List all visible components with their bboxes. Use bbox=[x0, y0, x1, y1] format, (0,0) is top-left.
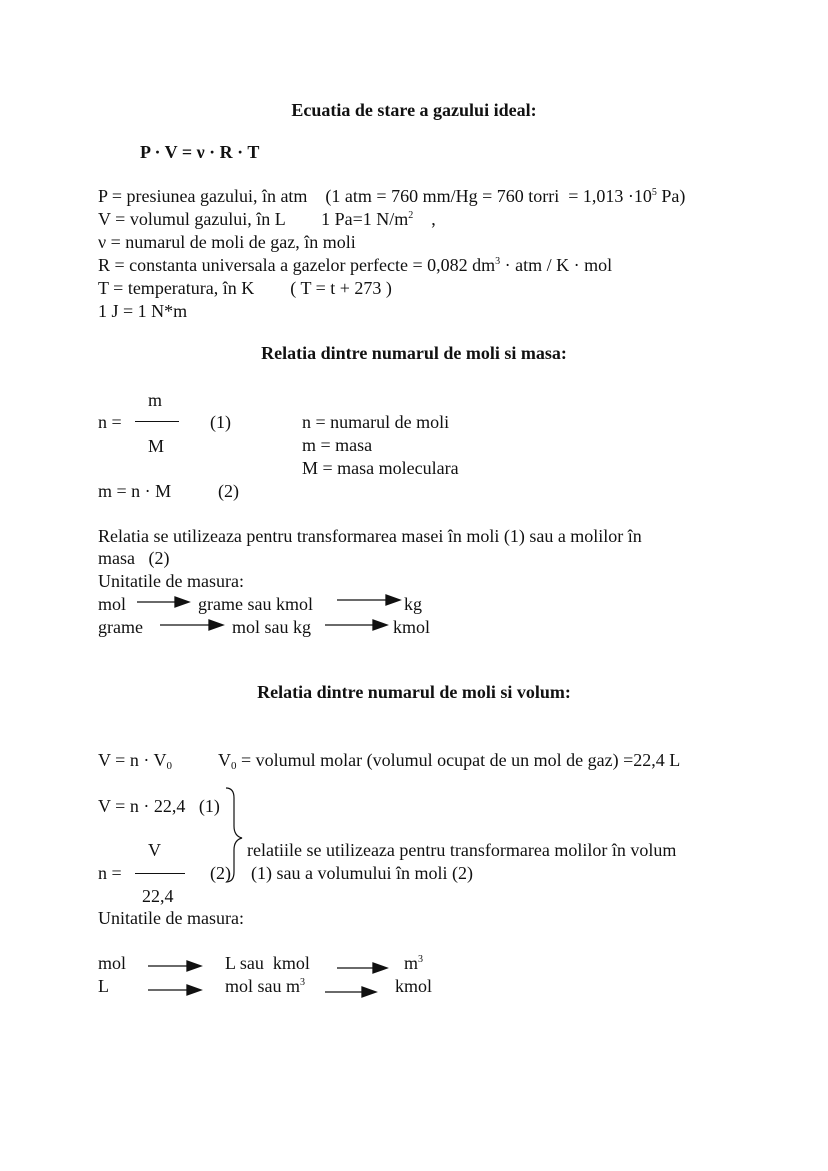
mass-equation: m = n · M bbox=[98, 481, 172, 501]
unit: mol sau kg bbox=[232, 617, 311, 637]
def-text: P = presiunea gazului, în atm (1 atm = 760 mm/Hg = 760 torri = 1,013 ·10 bbox=[98, 186, 652, 206]
unit: L bbox=[98, 976, 109, 996]
fraction-numerator: m bbox=[148, 390, 163, 410]
paragraph: Relatia se utilizeaza pentru transformarea masei în moli (1) sau a molilor în bbox=[98, 526, 642, 546]
volume-equation-1: V = n · 22,4 (1) bbox=[98, 796, 220, 816]
equation-label: (2) bbox=[218, 481, 239, 501]
fraction-denominator: M bbox=[148, 436, 165, 456]
def-text: V = volumul gazului, în L 1 Pa=1 N/m bbox=[98, 209, 409, 229]
unit: kmol bbox=[395, 976, 433, 996]
arrow-right-icon bbox=[337, 595, 400, 605]
eq-text: V = n · V bbox=[98, 750, 167, 770]
paragraph: masa (2) bbox=[98, 548, 170, 568]
arrow-right-icon bbox=[337, 963, 387, 973]
unit: grame bbox=[98, 617, 143, 637]
legend-item: m = masa bbox=[302, 435, 373, 455]
eq-text: = volumul molar (volumul ocupat de un mol de gaz) =22,4 L bbox=[241, 750, 681, 770]
sup: 3 bbox=[300, 977, 305, 988]
arrow-right-icon bbox=[137, 597, 189, 607]
units-title: Unitatile de masura: bbox=[98, 571, 244, 591]
arrow-right-icon bbox=[325, 987, 376, 997]
arrow-right-icon bbox=[325, 620, 387, 630]
arrow-right-icon bbox=[160, 620, 223, 630]
legend-item: M = masa moleculara bbox=[302, 458, 459, 478]
fraction-denominator: 22,4 bbox=[142, 886, 174, 906]
section-volume-heading: Relatia dintre numarul de moli si volum: bbox=[257, 682, 571, 702]
def-joule: 1 J = 1 N*m bbox=[98, 301, 188, 321]
n-equals: n = bbox=[98, 863, 122, 883]
page-title: Ecuatia de stare a gazului ideal: bbox=[291, 100, 537, 120]
def-text: · atm / K · mol bbox=[500, 255, 613, 275]
unit-text: mol sau m bbox=[225, 976, 300, 996]
unit: kmol bbox=[393, 617, 431, 637]
note: (1) sau a volumului în moli (2) bbox=[251, 863, 473, 883]
unit: L sau kmol bbox=[225, 953, 310, 973]
def-temperature: T = temperatura, în K ( T = t + 273 ) bbox=[98, 278, 392, 298]
units-title: Unitatile de masura: bbox=[98, 908, 244, 928]
arrow-right-icon bbox=[148, 985, 201, 995]
unit-text: m bbox=[404, 953, 419, 973]
arrow-right-icon bbox=[148, 961, 201, 971]
note: relatiile se utilizeaza pentru transformarea molilor în volum bbox=[247, 840, 677, 860]
def-text: Pa) bbox=[656, 186, 686, 206]
unit: grame sau kmol bbox=[198, 594, 313, 614]
sup: 5 bbox=[651, 187, 657, 198]
sub: 0 bbox=[166, 760, 172, 772]
def-text: , bbox=[413, 209, 436, 229]
sup: 3 bbox=[418, 954, 424, 965]
section-mass-heading: Relatia dintre numarul de moli si masa: bbox=[261, 343, 567, 363]
sub: 0 bbox=[231, 760, 237, 772]
fraction-numerator: V bbox=[148, 840, 161, 860]
n-equals: n = bbox=[98, 412, 122, 432]
unit: kg bbox=[404, 594, 422, 614]
unit: mol bbox=[98, 594, 127, 614]
legend-item: n = numarul de moli bbox=[302, 412, 450, 432]
def-text: R = constanta universala a gazelor perfecte = 0,082 dm bbox=[98, 255, 496, 275]
equation-label: (1) bbox=[210, 412, 231, 432]
unit: mol bbox=[98, 953, 127, 973]
sup: 2 bbox=[408, 210, 414, 221]
ideal-gas-equation: P · V = ν · R · T bbox=[140, 142, 260, 162]
sup: 3 bbox=[495, 256, 501, 267]
eq-text: V bbox=[218, 750, 231, 770]
equation-label: (2) bbox=[210, 863, 231, 883]
def-moles: ν = numarul de moli de gaz, în moli bbox=[98, 232, 356, 252]
